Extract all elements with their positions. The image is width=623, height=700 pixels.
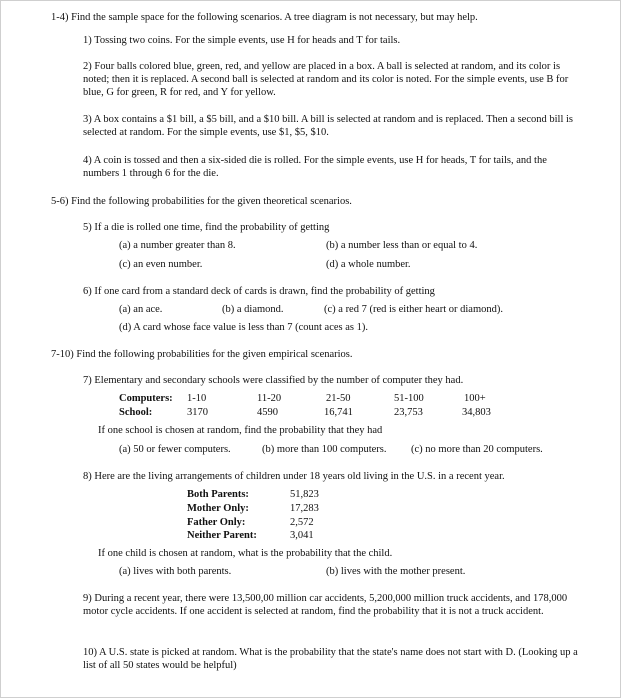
living-arrangement-label: Both Parents: <box>187 489 249 500</box>
question-7-part-a: (a) 50 or fewer computers. <box>119 444 231 455</box>
living-arrangement-value: 17,283 <box>290 503 319 514</box>
question-5-part-d: (d) a whole number. <box>326 259 411 270</box>
question-6-part-b: (b) a diamond. <box>222 304 284 315</box>
living-arrangement-value: 3,041 <box>290 530 314 541</box>
question-7-stem: 7) Elementary and secondary schools were classified by the number of computer they had. <box>83 375 464 386</box>
computers-range-cell: 11-20 <box>257 393 282 404</box>
question-5-part-c: (c) an even number. <box>119 259 203 270</box>
question-6-stem: 6) If one card from a standard deck of cards is drawn, find the probability of getting <box>83 286 435 297</box>
section-1-4-header: 1-4) Find the sample space for the following scenarios. A tree diagram is not necessary, but may help. <box>51 12 478 23</box>
living-arrangement-label: Father Only: <box>187 517 246 528</box>
question-6-part-a: (a) an ace. <box>119 304 163 315</box>
question-6-part-c: (c) a red 7 (red is either heart or diamond). <box>324 304 504 315</box>
question-7-part-c: (c) no more than 20 computers. <box>411 444 543 455</box>
question-9: 9) During a recent year, there were 13,500,00 million car accidents, 5,200,000 million truck accidents, and 178,000 motor cycle accidents. If one accident is selected at random, find the probability that it is not a truck accident. <box>83 593 568 617</box>
question-7-part-b: (b) more than 100 computers. <box>262 444 387 455</box>
question-4: 4) A coin is tossed and then a six-sided die is rolled. For the simple events, use H for heads, T for tails, and the numbers 1 through 6 for the die. <box>83 155 547 179</box>
school-row-label: School: <box>119 407 153 418</box>
living-arrangement-label: Mother Only: <box>187 503 249 514</box>
question-5-part-b: (b) a number less than or equal to 4. <box>326 240 478 251</box>
computers-row-label: Computers: <box>119 393 173 404</box>
living-arrangement-value: 2,572 <box>290 517 314 528</box>
question-3: 3) A box contains a $1 bill, a $5 bill, and a $10 bill. A bill is selected at random and is replaced. Then a second bill is selected at random. For the simple events, use $1, $5, $10. <box>83 114 574 138</box>
school-count-cell: 4590 <box>257 407 278 418</box>
living-arrangement-value: 51,823 <box>290 489 319 500</box>
computers-range-cell: 21-50 <box>326 393 351 404</box>
question-5-stem: 5) If a die is rolled one time, find the probability of getting <box>83 222 330 233</box>
school-count-cell: 3170 <box>187 407 208 418</box>
school-count-cell: 34,803 <box>462 407 491 418</box>
school-count-cell: 16,741 <box>324 407 353 418</box>
question-8-part-b: (b) lives with the mother present. <box>326 566 466 577</box>
computers-range-cell: 1-10 <box>187 393 207 404</box>
question-1: 1) Tossing two coins. For the simple events, use H for heads and T for tails. <box>83 35 401 46</box>
question-10: 10) A U.S. state is picked at random. What is the probability that the state's name does not start with D. (Looking up a list of all 50 states would be helpful) <box>83 647 578 671</box>
question-7-followup: If one school is chosen at random, find the probability that they had <box>98 425 383 436</box>
computers-range-cell: 51-100 <box>394 393 424 404</box>
living-arrangement-label: Neither Parent: <box>187 530 257 541</box>
section-5-6-header: 5-6) Find the following probabilities for the given theoretical scenarios. <box>51 196 352 207</box>
question-6-part-d: (d) A card whose face value is less than 7 (count aces as 1). <box>119 322 368 333</box>
question-8-part-a: (a) lives with both parents. <box>119 566 232 577</box>
question-8-followup: If one child is chosen at random, what is the probability that the child. <box>98 548 393 559</box>
school-count-cell: 23,753 <box>394 407 423 418</box>
question-2: 2) Four balls colored blue, green, red, and yellow are placed in a box. A ball is selected at random, and its color is noted; then it is replaced. A second ball is selected at random and its color is noted. For the simple events, use B for blue, G for green, R for red, and Y for yellow. <box>83 61 569 98</box>
question-5-part-a: (a) a number greater than 8. <box>119 240 236 251</box>
section-7-10-header: 7-10) Find the following probabilities for the given empirical scenarios. <box>51 349 353 360</box>
question-8-stem: 8) Here are the living arrangements of children under 18 years old living in the U.S. in a recent year. <box>83 471 505 482</box>
computers-range-cell: 100+ <box>464 393 486 404</box>
